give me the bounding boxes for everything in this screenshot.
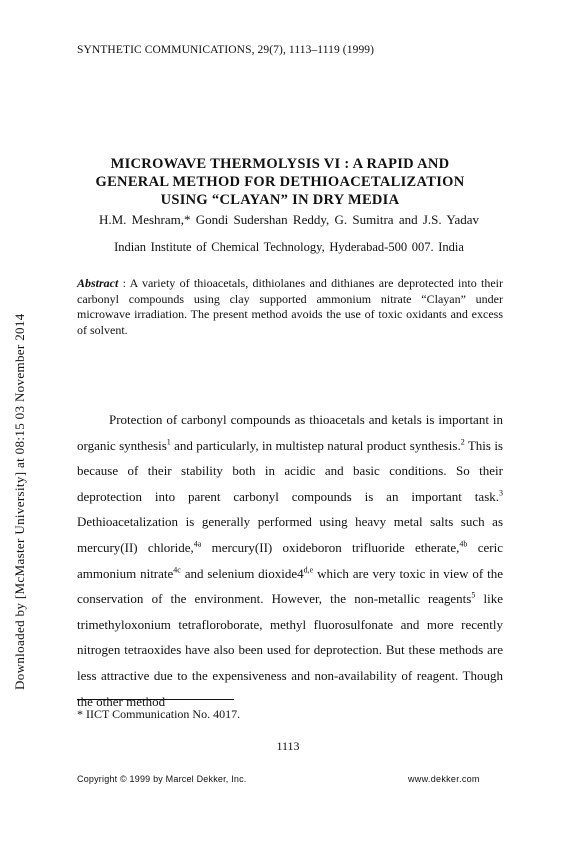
text-run: mercury(II) oxideboron trifluoride etherate, [201, 539, 460, 555]
text-run: Protection of carbonyl compounds as thioacetals and ketals is important in organic synthesis [77, 412, 503, 453]
citation: 1 [166, 437, 171, 447]
abstract-label: Abstract [77, 276, 119, 290]
text-run: and particularly, in multistep natural product synthesis. [170, 437, 461, 453]
footnote-divider [77, 699, 234, 700]
download-note: Downloaded by [McMaster University] at 08:15 03 November 2014 [12, 313, 27, 690]
citation: 2 [460, 437, 465, 447]
citation: 4c [173, 565, 181, 575]
citation: 4b [459, 539, 468, 549]
text-run: which are very toxic in view of the conservation of the environment. However, the non-metallic reagents [77, 565, 504, 607]
journal-header: SYNTHETIC COMMUNICATIONS, 29(7), 1113–1119 (1999) [77, 44, 375, 56]
citation: 4a [193, 539, 202, 549]
text-run: Dethioacetalization is generally performed using heavy metal salts such as mercury(II) chloride, [77, 514, 503, 555]
text-run: like trimethyloxonium tetrafloroborate, methyl fluorosulfonate and more recently nitrogen tetraoxides have also been used for deprotection. But these methods are less attractive due to the expensiveness and non-availability of reagent. Though the other method [77, 591, 503, 709]
footnote: * IICT Communication No. 4017. [77, 707, 241, 721]
abstract [77, 276, 503, 338]
title-line: MICROWAVE THERMOLYSIS VI : A RAPID AND [110, 156, 450, 172]
page-number: 1113 [276, 739, 300, 753]
abstract-text: : A variety of thioacetals, dithiolanes and dithianes are deprotected into their carbonyl compounds using clay supported ammonium nitrate “Clayan” under microwave irradiation. The present method avoids the use of toxic oxidants and excess of solvent. [77, 276, 503, 337]
copyright-notice: Copyright © 1999 by Marcel Dekker, Inc. [77, 774, 247, 784]
title-line: USING “CLAYAN” IN DRY MEDIA [160, 192, 400, 208]
affiliation: Indian Institute of Chemical Technology, Hyderabad-500 007. India [114, 240, 464, 254]
author-list: H.M. Meshram,* Gondi Sudershan Reddy, G. Sumitra and J.S. Yadav [98, 212, 480, 227]
citation: d,e [303, 565, 314, 575]
text-run: This is because of their stability both in acidic and basic conditions. So their deprotection into parent carbonyl compounds is an important task. [77, 437, 503, 504]
title-line: GENERAL METHOD FOR DETHIOACETALIZATION [95, 174, 465, 190]
article-title [60, 155, 500, 209]
text-run: and selenium dioxide4 [180, 565, 304, 581]
body-text [77, 407, 503, 714]
citation: 5 [471, 590, 476, 600]
text-run: ceric ammonium nitrate [77, 539, 503, 581]
paragraph [77, 407, 503, 714]
publisher-website: www.dekker.com [408, 774, 480, 784]
download-sidebar [0, 0, 26, 863]
citation: 3 [499, 488, 503, 498]
